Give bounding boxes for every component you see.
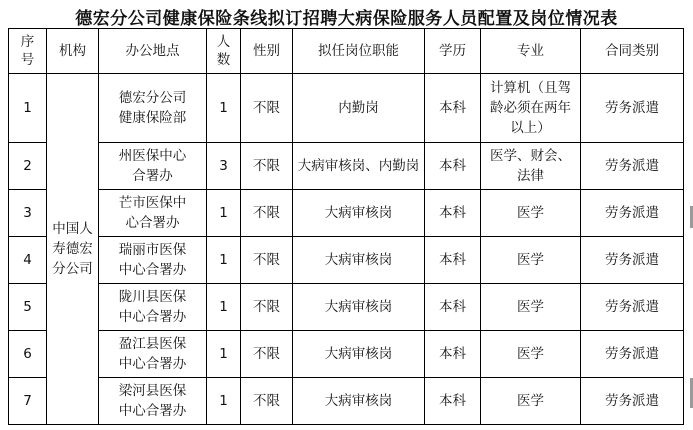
cell-position: 大病审核岗 — [293, 190, 425, 237]
cell-count: 1 — [207, 284, 241, 331]
cell-no: 4 — [9, 237, 47, 284]
cell-gender: 不限 — [241, 237, 293, 284]
header-gender: 性别 — [241, 29, 293, 74]
cell-position: 内勤岗 — [293, 74, 425, 143]
table-title: 德宏分公司健康保险条线拟订招聘大病保险服务人员配置及岗位情况表 — [75, 9, 618, 29]
cell-education: 本科 — [425, 284, 481, 331]
cell-no: 6 — [9, 331, 47, 378]
cell-major: 医学 — [481, 237, 581, 284]
cell-position: 大病审核岗 — [293, 237, 425, 284]
cell-org: 中国人寿德宏分公司 — [47, 74, 99, 425]
cell-contract: 劳务派遣 — [581, 331, 684, 378]
cell-no: 3 — [9, 190, 47, 237]
header-row — [9, 29, 684, 74]
cell-location: 芒市医保中心合署办 — [99, 190, 207, 237]
table-row — [9, 331, 684, 378]
header-no: 序号 — [9, 29, 47, 74]
cell-location: 盈江县医保中心合署办 — [99, 331, 207, 378]
cell-count: 3 — [207, 143, 241, 190]
cell-contract: 劳务派遣 — [581, 74, 684, 143]
header-education: 学历 — [425, 29, 481, 74]
cell-education: 本科 — [425, 378, 481, 425]
table-row — [9, 237, 684, 284]
cell-major: 医学 — [481, 284, 581, 331]
cell-location: 瑞丽市医保中心合署办 — [99, 237, 207, 284]
cell-contract: 劳务派遣 — [581, 190, 684, 237]
header-contract: 合同类别 — [581, 29, 684, 74]
cell-contract: 劳务派遣 — [581, 237, 684, 284]
cell-no: 2 — [9, 143, 47, 190]
cell-education: 本科 — [425, 190, 481, 237]
table-row — [9, 284, 684, 331]
cell-count: 1 — [207, 190, 241, 237]
cell-gender: 不限 — [241, 190, 293, 237]
cell-location: 德宏分公司健康保险部 — [99, 74, 207, 143]
cell-position: 大病审核岗 — [293, 331, 425, 378]
cell-gender: 不限 — [241, 331, 293, 378]
cell-position: 大病审核岗 — [293, 284, 425, 331]
cell-contract: 劳务派遣 — [581, 284, 684, 331]
table-row — [9, 74, 684, 143]
cell-major: 计算机（且驾龄必须在两年以上） — [481, 74, 581, 143]
cell-location: 梁河县医保中心合署办 — [99, 378, 207, 425]
cell-major: 医学 — [481, 331, 581, 378]
table-row — [9, 143, 684, 190]
header-location: 办公地点 — [99, 29, 207, 74]
header-org: 机构 — [47, 29, 99, 74]
cell-count: 1 — [207, 237, 241, 284]
header-position: 拟任岗位职能 — [293, 29, 425, 74]
cell-no: 5 — [9, 284, 47, 331]
header-major: 专业 — [481, 29, 581, 74]
cell-contract: 劳务派遣 — [581, 143, 684, 190]
cell-major: 医学 — [481, 378, 581, 425]
cell-location: 州医保中心合署办 — [99, 143, 207, 190]
cell-education: 本科 — [425, 74, 481, 143]
cell-gender: 不限 — [241, 74, 293, 143]
cell-position: 大病审核岗、内勤岗 — [293, 143, 425, 190]
cell-education: 本科 — [425, 237, 481, 284]
cell-location: 陇川县医保中心合署办 — [99, 284, 207, 331]
cell-gender: 不限 — [241, 284, 293, 331]
cell-count: 1 — [207, 378, 241, 425]
cell-count: 1 — [207, 331, 241, 378]
cell-education: 本科 — [425, 331, 481, 378]
cell-count: 1 — [207, 74, 241, 143]
cell-no: 7 — [9, 378, 47, 425]
table-row — [9, 190, 684, 237]
cell-gender: 不限 — [241, 378, 293, 425]
header-count: 人数 — [207, 29, 241, 74]
cell-education: 本科 — [425, 143, 481, 190]
cell-no: 1 — [9, 74, 47, 143]
cell-major: 医学、财会、法律 — [481, 143, 581, 190]
cell-major: 医学 — [481, 190, 581, 237]
table-row — [9, 378, 684, 425]
cell-position: 大病审核岗 — [293, 378, 425, 425]
cell-contract: 劳务派遣 — [581, 378, 684, 425]
cell-gender: 不限 — [241, 143, 293, 190]
staffing-table — [8, 28, 684, 425]
